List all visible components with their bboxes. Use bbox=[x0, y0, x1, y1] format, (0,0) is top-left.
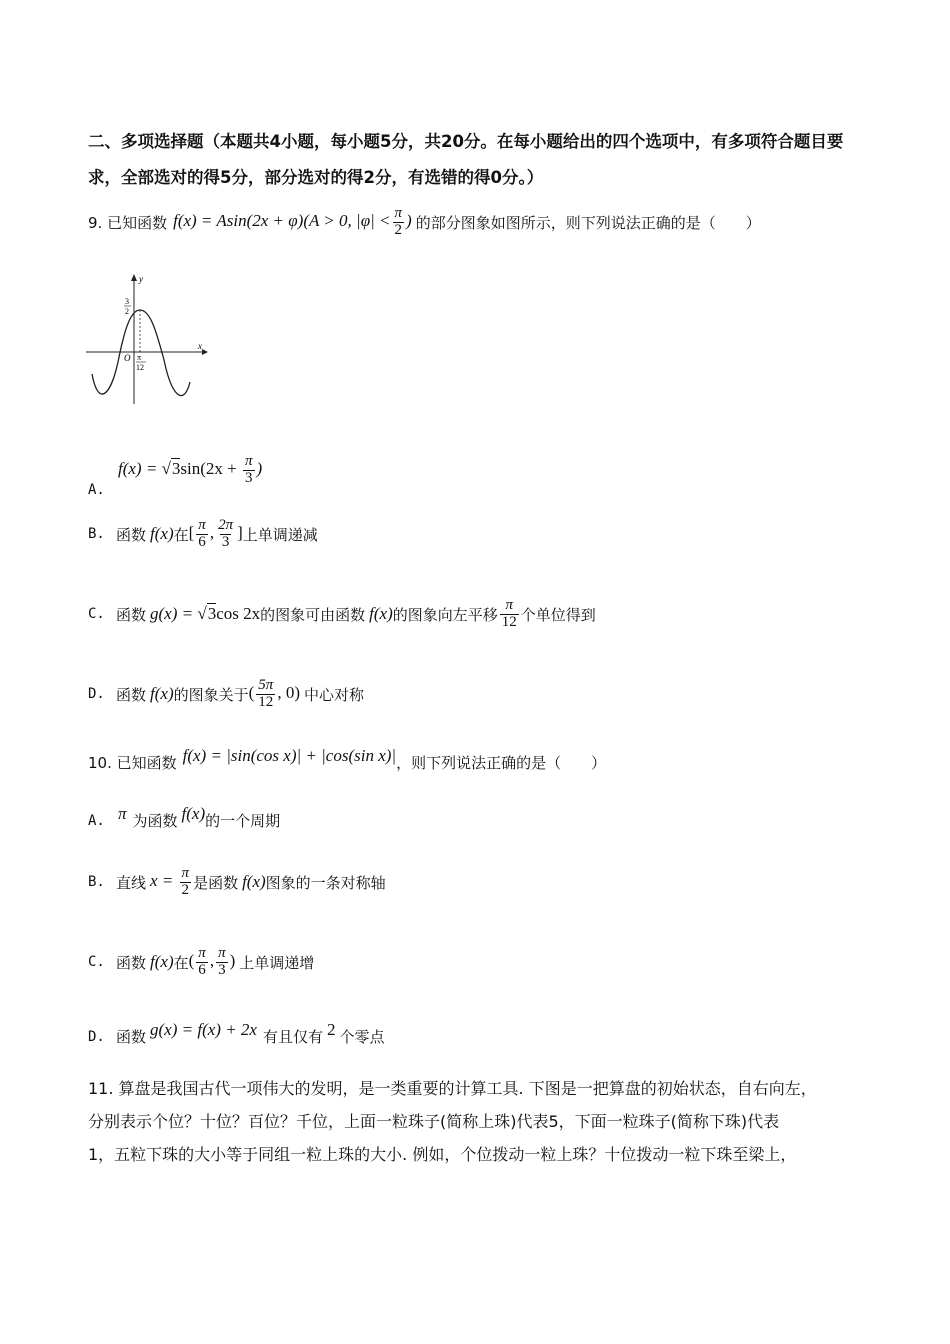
option-label: C. bbox=[88, 954, 105, 971]
q10-option-b[interactable]: B. 直线 x = $\frac{\pi}{2}$ 是函数 f(x) 图象的一条对称轴 bbox=[88, 865, 386, 898]
option-label: B. bbox=[88, 874, 105, 891]
q9-option-d[interactable]: D. 函数 f(x) 的图象关于 ( $\frac{5\pi}{12}$ , 0) 中心对称 bbox=[88, 677, 364, 710]
q10-number: 10. 已知函数 bbox=[88, 754, 177, 772]
option-label: D. bbox=[88, 686, 105, 703]
q9-option-c-shift: $\frac{\pi}{12}$ bbox=[501, 597, 517, 630]
option-label: D. bbox=[88, 1028, 105, 1045]
peak-label-num: 3 bbox=[125, 297, 129, 306]
question-11-line-2: 分别表示个位？十位？百位？千位，上面一粒珠子(简称上珠)代表5，下面一粒珠子(简称下珠)代表 bbox=[88, 1112, 780, 1131]
q9-function-graph bbox=[84, 270, 214, 410]
x-tick-label-num: π bbox=[137, 353, 142, 362]
question-11-line-1: 11. 算盘是我国古代一项伟大的发明，是一类重要的计算工具. 下图是一把算盘的初始状态，自右向左， bbox=[88, 1079, 817, 1098]
x-axis-label: x bbox=[198, 341, 202, 351]
x-tick-label-den: 12 bbox=[136, 363, 144, 372]
q10-option-d[interactable]: D. 函数 g(x) = f(x) + 2x 有且仅有 2 个零点 bbox=[88, 1019, 385, 1046]
question-11-line-3: 1，五粒下珠的大小等于同组一粒上珠的大小. 例如，个位拨动一粒上珠？十位拨动一粒下珠至梁上， bbox=[88, 1145, 797, 1164]
q9-stem-tail: 的部分图象如图所示，则下列说法正确的是（ ） bbox=[415, 213, 761, 232]
q9-option-b[interactable]: B. 函数 f(x) 在 [ $\frac{\pi}{6}$ , $\frac{2\pi}{3}$ ] 上单调递减 bbox=[88, 517, 318, 550]
q9-function: f(x) = Asin(2x + φ)(A > 0, |φ| < $\frac{\pi}{2}$ ) bbox=[173, 205, 412, 238]
option-label: A. bbox=[88, 812, 105, 829]
peak-label-den: 2 bbox=[125, 307, 129, 316]
q10-option-c[interactable]: C. 函数 f(x) 在 ( $\frac{\pi}{6}$ , $\frac{\pi}{3}$ ) 上单调递增 bbox=[88, 945, 315, 978]
q10-function: f(x) = |sin(cos x)| + |cos(sin x)| bbox=[182, 745, 397, 765]
q10-option-c-interval: ( $\frac{\pi}{6}$ , $\frac{\pi}{3}$ ) bbox=[188, 945, 236, 978]
question-9-stem bbox=[88, 206, 761, 239]
question-10-stem bbox=[88, 745, 607, 773]
section-heading: 二、多项选择题（本题共4小题，每小题5分，共20分。在每小题给出的四个选项中，有多项符合题目要求，全部选对的得5分，部分选对的得2分，有选错的得0分。） bbox=[88, 132, 844, 187]
option-label: C. bbox=[88, 606, 105, 623]
origin-label: O bbox=[124, 353, 131, 363]
x-axis-arrow-icon bbox=[202, 349, 208, 355]
y-axis-arrow-icon bbox=[131, 274, 137, 281]
option-label: B. bbox=[88, 526, 105, 543]
q9-option-b-interval: [ $\frac{\pi}{6}$ , $\frac{2\pi}{3}$ ] bbox=[188, 517, 243, 550]
q9-option-a[interactable] bbox=[88, 442, 262, 498]
q10-option-a[interactable]: A. π 为函数 f(x) 的一个周期 bbox=[88, 803, 281, 830]
option-label: A. bbox=[88, 482, 105, 498]
q9-option-c[interactable]: C. 函数 g(x) = √3cos 2x 的图象可由函数 f(x) 的图象向左平移 $\frac{\pi}{12}$ 个单位得到 bbox=[88, 597, 596, 630]
q9-number: 9. 已知函数 bbox=[88, 213, 168, 232]
q9-option-c-gx: g(x) = √3cos 2x bbox=[150, 604, 261, 624]
q9-option-a-expr: f(x) = √3sin(2x + $\frac{\pi}{3}$ ) bbox=[118, 452, 263, 486]
q9-option-d-point: ( $\frac{5\pi}{12}$ , 0) bbox=[248, 677, 300, 710]
y-axis-label: y bbox=[139, 274, 143, 284]
q10-option-b-line: x = $\frac{\pi}{2}$ bbox=[150, 865, 190, 898]
q10-stem-tail: ，则下列说法正确的是（ ） bbox=[396, 754, 607, 772]
